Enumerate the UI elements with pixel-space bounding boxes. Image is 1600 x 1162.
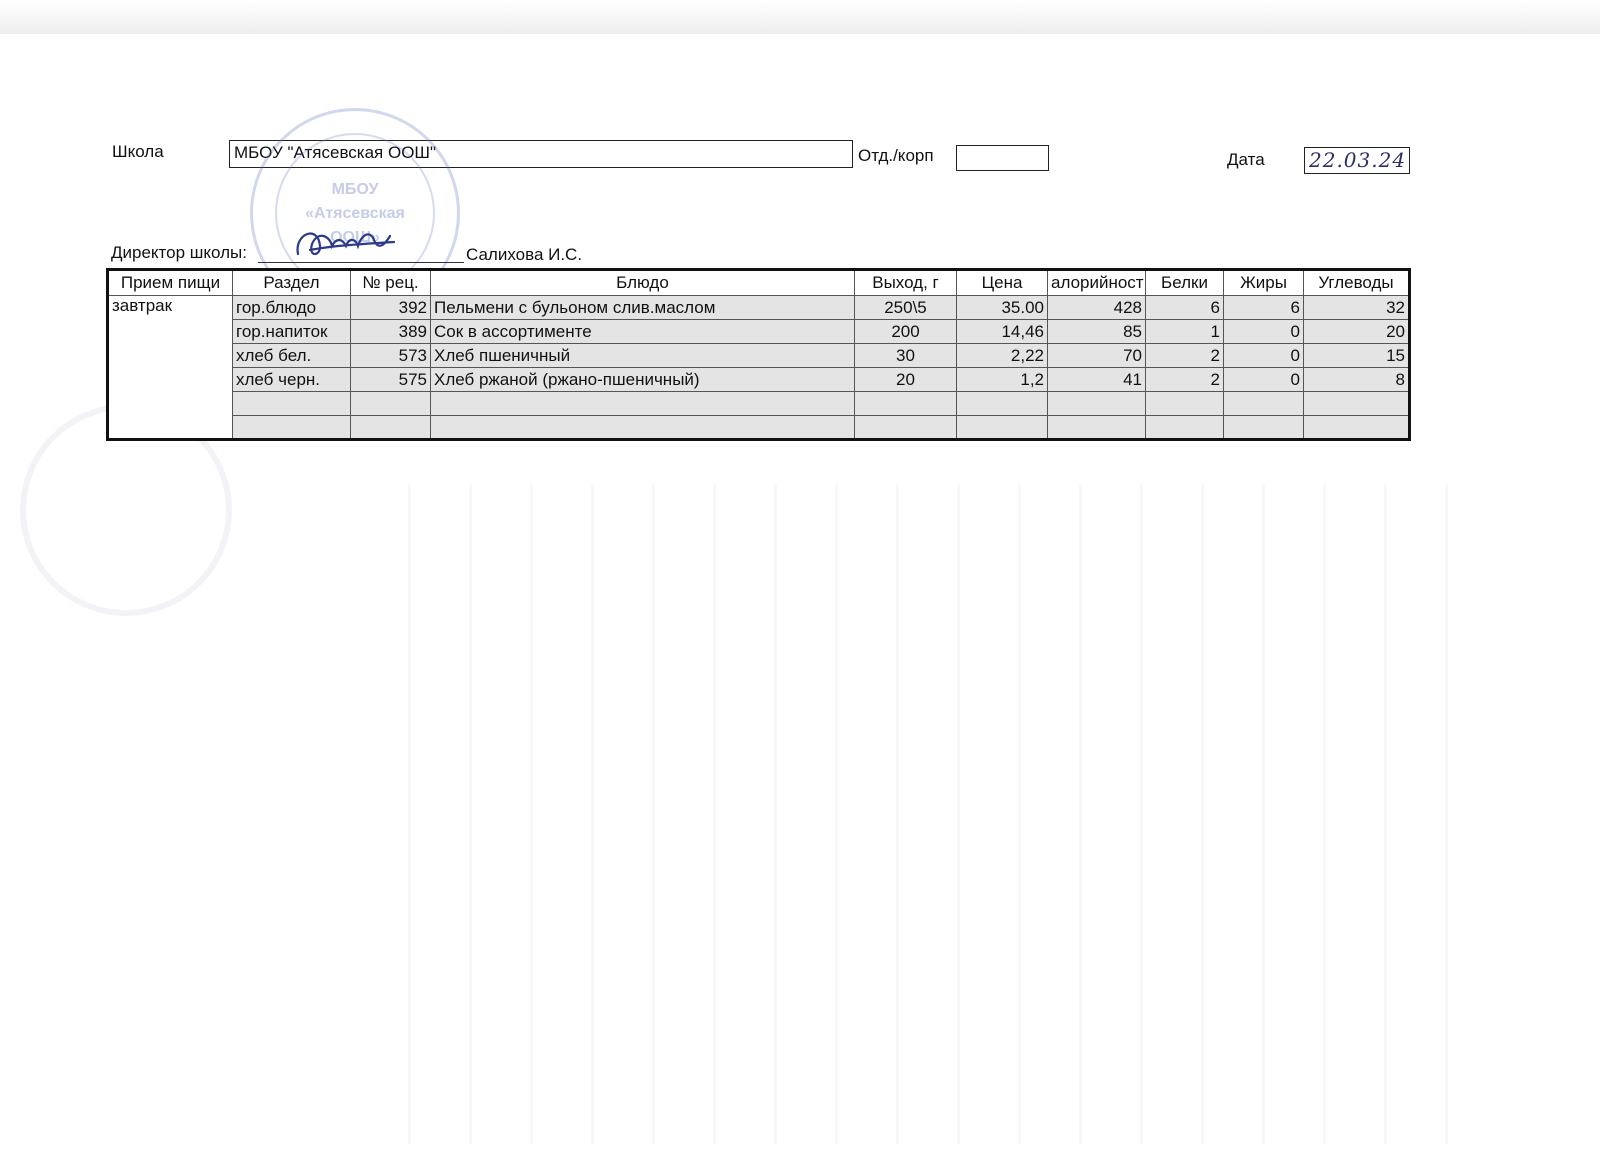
date-label: Дата — [1227, 150, 1265, 169]
table-row — [108, 368, 1410, 392]
calories-cell: 428 — [1048, 296, 1146, 320]
dish-cell — [431, 392, 855, 416]
school-label: Школа — [112, 142, 164, 161]
calories-cell: 85 — [1048, 320, 1146, 344]
carbs-cell: 8 — [1304, 368, 1410, 392]
price-cell: 1,2 — [957, 368, 1048, 392]
protein-cell: 2 — [1146, 344, 1224, 368]
col-calories: алорийност — [1048, 270, 1146, 296]
seal-text-line-1: МБОУ — [331, 181, 379, 198]
output-cell — [855, 392, 957, 416]
col-protein: Белки — [1146, 270, 1224, 296]
col-recipe: № рец. — [351, 270, 431, 296]
section-cell — [233, 392, 351, 416]
output-cell: 200 — [855, 320, 957, 344]
calories-cell: 70 — [1048, 344, 1146, 368]
fat-cell: 6 — [1224, 296, 1304, 320]
col-carbs: Углеводы — [1304, 270, 1410, 296]
table-row — [108, 320, 1410, 344]
dish-cell: Пельмени с бульоном слив.маслом — [431, 296, 855, 320]
meal-cell: завтрак — [108, 296, 233, 440]
director-signature — [290, 216, 400, 266]
dept-field — [956, 145, 1049, 171]
fat-cell: 0 — [1224, 344, 1304, 368]
protein-cell — [1146, 392, 1224, 416]
col-fat: Жиры — [1224, 270, 1304, 296]
protein-cell: 1 — [1146, 320, 1224, 344]
recipe-cell: 389 — [351, 320, 431, 344]
seal-text-line-3: ООШ» — [330, 229, 380, 246]
recipe-cell: 573 — [351, 344, 431, 368]
fat-cell — [1224, 416, 1304, 440]
output-cell: 250\5 — [855, 296, 957, 320]
menu-table — [106, 268, 1411, 441]
recipe-cell — [351, 416, 431, 440]
price-cell: 14,46 — [957, 320, 1048, 344]
col-price: Цена — [957, 270, 1048, 296]
section-cell: хлеб черн. — [233, 368, 351, 392]
scan-top-edge — [0, 0, 1600, 34]
price-cell — [957, 392, 1048, 416]
table-row-empty — [108, 416, 1410, 440]
protein-cell: 6 — [1146, 296, 1224, 320]
carbs-cell: 32 — [1304, 296, 1410, 320]
col-meal: Прием пищи — [108, 270, 233, 296]
show-through-texture — [350, 484, 1450, 1144]
fat-cell — [1224, 392, 1304, 416]
recipe-cell — [351, 392, 431, 416]
section-cell — [233, 416, 351, 440]
price-cell — [957, 416, 1048, 440]
recipe-cell: 392 — [351, 296, 431, 320]
dish-cell: Хлеб ржаной (ржано-пшеничный) — [431, 368, 855, 392]
carbs-cell: 15 — [1304, 344, 1410, 368]
section-cell: хлеб бел. — [233, 344, 351, 368]
dish-cell: Хлеб пшеничный — [431, 344, 855, 368]
table-header-row — [108, 270, 1410, 296]
carbs-cell: 20 — [1304, 320, 1410, 344]
carbs-cell — [1304, 416, 1410, 440]
table-row-empty — [108, 392, 1410, 416]
director-label: Директор школы: — [111, 243, 247, 262]
col-dish: Блюдо — [431, 270, 855, 296]
seal-text-line-2: «Атясевская — [305, 205, 405, 222]
section-cell: гор.напиток — [233, 320, 351, 344]
calories-cell — [1048, 416, 1146, 440]
output-cell: 20 — [855, 368, 957, 392]
table-row — [108, 296, 1410, 320]
dept-label: Отд./корп — [858, 146, 934, 165]
calories-cell: 41 — [1048, 368, 1146, 392]
director-name: Салихова И.С. — [466, 245, 583, 264]
protein-cell: 2 — [1146, 368, 1224, 392]
school-value: МБОУ "Атясевская ООШ" — [234, 143, 437, 162]
fat-cell: 0 — [1224, 368, 1304, 392]
date-field — [1304, 147, 1410, 174]
output-cell — [855, 416, 957, 440]
output-cell: 30 — [855, 344, 957, 368]
dish-cell: Сок в ассортименте — [431, 320, 855, 344]
col-output: Выход, г — [855, 270, 957, 296]
fat-cell: 0 — [1224, 320, 1304, 344]
section-cell: гор.блюдо — [233, 296, 351, 320]
document-sheet — [0, 34, 1600, 1162]
protein-cell — [1146, 416, 1224, 440]
price-cell: 2,22 — [957, 344, 1048, 368]
table-row — [108, 344, 1410, 368]
recipe-cell: 575 — [351, 368, 431, 392]
date-handwritten-value: 22.03.24 — [1309, 148, 1407, 172]
calories-cell — [1048, 392, 1146, 416]
col-section: Раздел — [233, 270, 351, 296]
price-cell: 35.00 — [957, 296, 1048, 320]
dish-cell — [431, 416, 855, 440]
carbs-cell — [1304, 392, 1410, 416]
